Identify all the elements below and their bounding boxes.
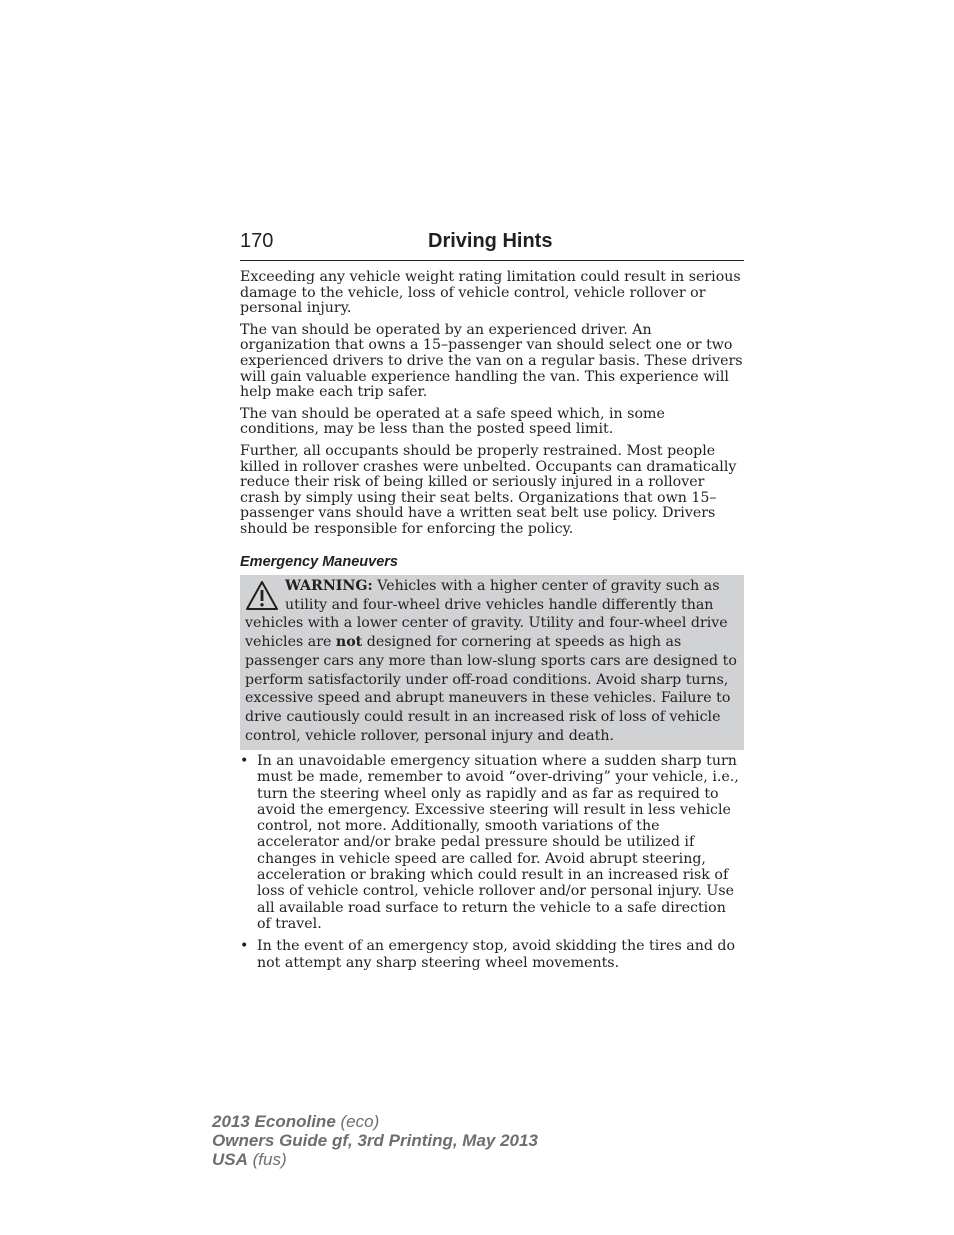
paragraph-restrained: Further, all occupants should be properly restrained. Most people killed in rollover crashes were unbelted. Occupants can dramatically reduce their risk of being killed or seriously injured in a rollover crash by simply using their seat belts. Organizations that own 15–passenger vans should have a written seat belt use policy. Drivers should be responsible for enforcing the policy. [240, 442, 737, 537]
page-footer [212, 1112, 538, 1169]
warning-label: WARNING: [285, 578, 373, 594]
page-number: 170 [240, 230, 274, 252]
bullet-mark: • [240, 753, 249, 769]
list-item-text: In an unavoidable emergency situation where a sudden sharp turn must be made, remember to avoid “over-driving” your vehicle, i.e., turn the steering wheel only as rapidly and as far as required to avoid the emergency. Excessive steering will result in less vehicle control, not more. Additionally, smooth variations of the accelerator and/or brake pedal pressure should be utilized if changes in vehicle speed are called for. Avoid abrupt steering, acceleration or braking which could result in an increased risk of loss of vehicle control, vehicle rollover and/or personal injury. Use all available road surface to return the vehicle to a safe direction of travel. [257, 753, 739, 932]
paragraph-weight-rating: Exceeding any vehicle weight rating limitation could result in serious damage to the vehicle, loss of vehicle control, vehicle rollover or personal injury. [240, 269, 741, 317]
bullet-list [240, 753, 744, 977]
footer-model-line [212, 1112, 538, 1131]
subheading-emergency-maneuvers: Emergency Maneuvers [240, 553, 398, 570]
footer-model-code: (eco) [335, 1112, 380, 1131]
warning-text-part-2: designed for cornering at speeds as high as passenger cars any more than low-slung sports cars are designed to perform satisfactorily under off-road conditions. Avoid sharp turns, excessive speed and abrupt maneuvers in these vehicles. Failure to drive cautiously could result in an increased risk of loss of vehicle control, vehicle rollover, personal injury and death. [245, 634, 737, 744]
list-item [240, 938, 744, 971]
footer-guide-line [212, 1131, 538, 1150]
warning-text [245, 577, 739, 745]
warning-emphasis: not [335, 634, 363, 651]
section-title: Driving Hints [428, 230, 553, 252]
bullet-mark: • [240, 938, 249, 955]
footer-market-code: (fus) [247, 1150, 287, 1169]
footer-model: 2013 Econoline [212, 1112, 336, 1131]
paragraph-safe-speed: The van should be operated at a safe speed which, in some conditions, may be less than the posted speed limit. [240, 405, 665, 438]
warning-triangle-icon [245, 579, 279, 613]
warning-box [240, 575, 744, 750]
footer-guide: Owners Guide gf, 3rd Printing, May 2013 [212, 1131, 538, 1150]
footer-market: USA [212, 1150, 248, 1169]
list-item-text: In the event of an emergency stop, avoid skidding the tires and do not attempt any sharp steering wheel movements. [257, 938, 736, 971]
page-header [240, 230, 744, 261]
body-text [240, 270, 744, 572]
footer-market-line [212, 1150, 538, 1169]
warning-text-part-1: Vehicles with a higher center of gravity such as utility and four-wheel drive vehicles handle differently than vehicles with a lower center of gravity. Utility and four-wheel drive vehicles are [245, 578, 728, 651]
list-item [240, 753, 744, 932]
paragraph-experienced-driver: The van should be operated by an experienced driver. An organization that owns a 15–passenger van should select one or two experienced drivers to drive the van on a regular basis. These drivers will gain valuable experience handling the van. This experience will help make each trip safer. [240, 321, 743, 401]
